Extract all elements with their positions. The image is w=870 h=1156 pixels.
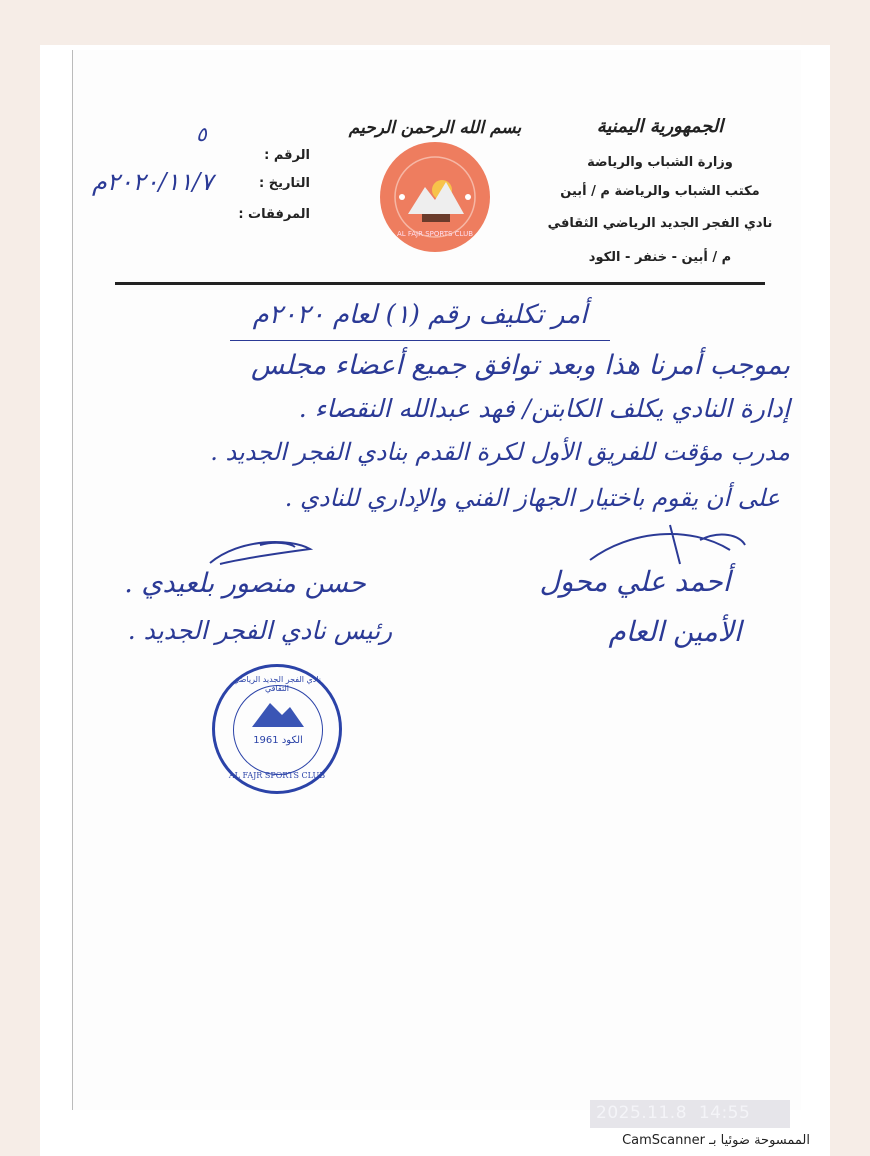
scan-timestamp: 2025.11.8 14:55 [596, 1103, 751, 1123]
president-name: حسن منصور بلعيدي . [124, 568, 366, 599]
club-stamp [212, 664, 342, 794]
date-label: التاريخ : [259, 176, 310, 191]
stamp-mountain-icon [250, 699, 306, 729]
country-heading: الجمهورية اليمنية [596, 116, 724, 137]
secretary-name: أحمد علي محول [539, 565, 731, 598]
stamp-year: الكود 1961 [253, 735, 303, 746]
document-title: أمر تكليف رقم (١) لعام ٢٠٢٠م [252, 300, 588, 330]
header-divider [115, 282, 765, 285]
attachments-label: المرفقات : [238, 207, 310, 222]
basmala: بسم الله الرحمن الرحيم [348, 118, 522, 138]
date-value: ٢٠٢٠/١١/٧م [92, 168, 214, 196]
title-underline [230, 340, 610, 341]
office-line: مكتب الشباب والرياضة م / أبين [560, 184, 760, 199]
stamp-english-text: AL FAJR SPORTS CLUB [228, 771, 326, 780]
camscanner-footer: الممسوحة ضوئيا بـ CamScanner [622, 1133, 810, 1148]
club-logo [380, 142, 490, 252]
body-line: على أن يقوم باختيار الجهاز الفني والإداري للنادي . [284, 484, 780, 512]
body-line: إدارة النادي يكلف الكابتن/ فهد عبدالله النقصاء . [298, 394, 790, 423]
body-line: بموجب أمرنا هذا وبعد توافق جميع أعضاء مجلس [250, 350, 790, 381]
stamp-arabic-text: نادي الفجر الجديد الرياضي الثقافي [232, 675, 322, 693]
number-label: الرقم : [264, 148, 310, 163]
club-line: نادي الفجر الجديد الرياضي الثقافي [547, 216, 773, 231]
number-value: ٥ [196, 122, 207, 146]
president-signature-scribble [200, 535, 320, 565]
president-title: رئيس نادي الفجر الجديد . [127, 616, 393, 645]
ministry-line: وزارة الشباب والرياضة [587, 155, 733, 170]
secretary-title: الأمين العام [608, 615, 742, 648]
logo-text: AL FAJR SPORTS CLUB [396, 230, 474, 238]
signature-scribble [570, 520, 750, 565]
body-line: مدرب مؤقت للفريق الأول لكرة القدم بنادي الفجر الجديد . [210, 438, 790, 466]
location-line: م / أبين - خنفر - الكود [588, 250, 732, 265]
